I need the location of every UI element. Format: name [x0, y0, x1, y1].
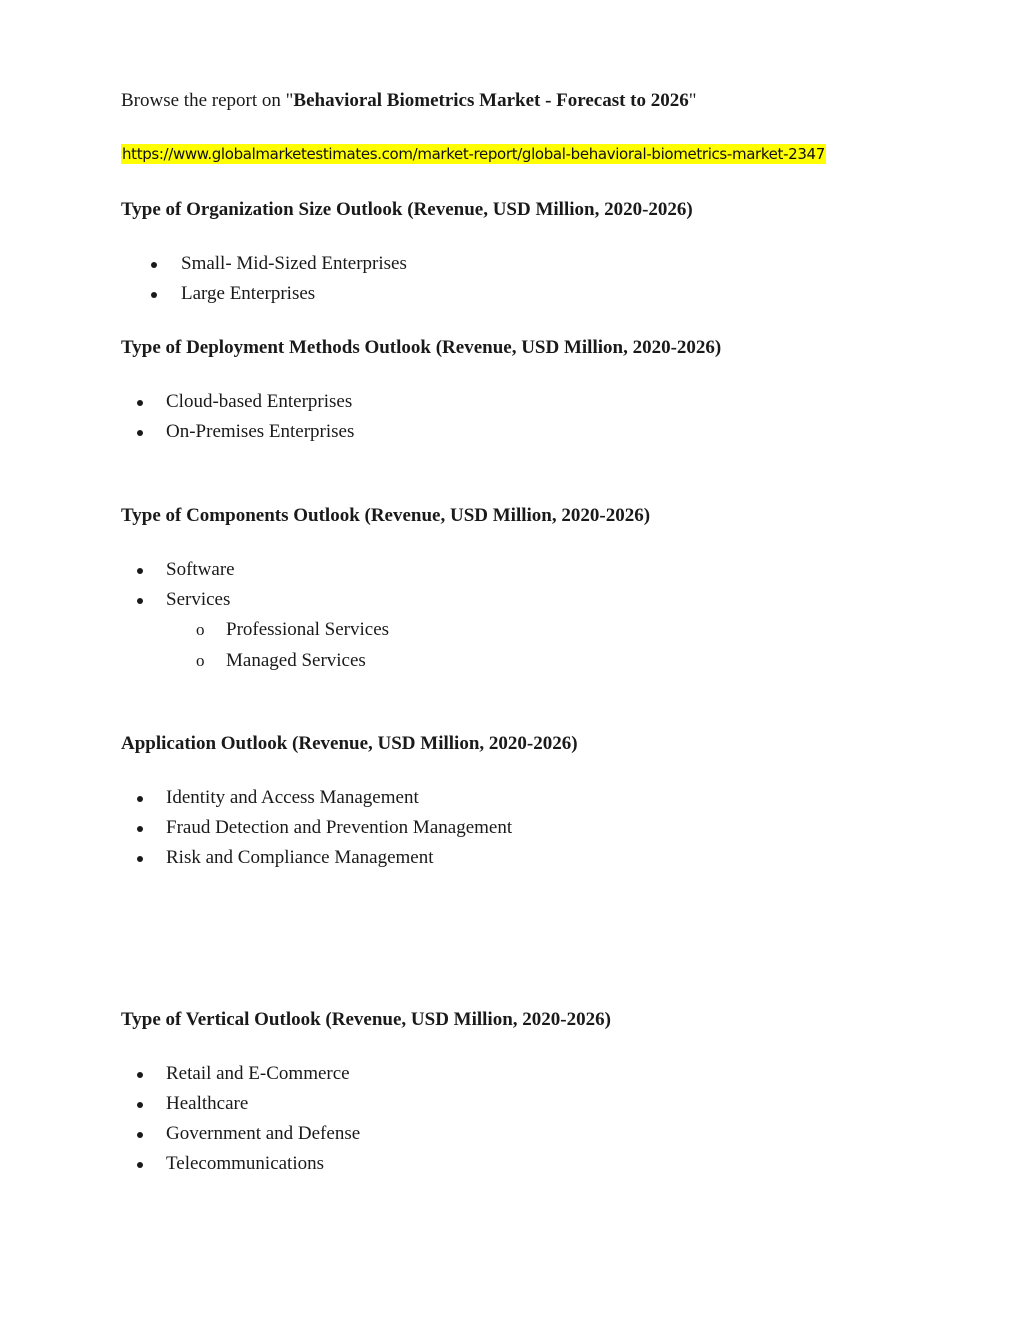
list-item: Services: [166, 589, 231, 610]
list-item: Software: [166, 559, 235, 580]
bullet-icon: [137, 430, 143, 436]
list-item: Large Enterprises: [181, 283, 316, 304]
bullet-icon: [137, 1102, 143, 1108]
bullet-icon: [137, 796, 143, 802]
report-link[interactable]: https://www.globalmarketestimates.com/market-report/global-behavioral-biometrics-market-2347: [122, 145, 825, 163]
list-item: Telecommunications: [166, 1153, 325, 1174]
bullet-icon: [137, 1072, 143, 1078]
list-item: Retail and E-Commerce: [166, 1063, 350, 1084]
list-item: Government and Defense: [166, 1123, 361, 1144]
intro-prefix: Browse the report on ": [121, 90, 294, 111]
bullet-icon: [151, 262, 157, 268]
circle-bullet-icon: o: [196, 651, 205, 670]
list-item: Identity and Access Management: [166, 787, 419, 808]
report-title: Behavioral Biometrics Market - Forecast to 2026: [293, 90, 689, 111]
sub-list-item: Managed Services: [226, 650, 366, 671]
bullet-icon: [137, 1162, 143, 1168]
list-item: Risk and Compliance Management: [166, 847, 434, 868]
list-item: Small- Mid-Sized Enterprises: [181, 253, 407, 274]
bullet-icon: [137, 826, 143, 832]
circle-bullet-icon: o: [196, 620, 205, 639]
intro-suffix: ": [688, 90, 697, 111]
intro-line: [121, 90, 697, 112]
bullet-icon: [137, 598, 143, 604]
section-heading-application: Application Outlook (Revenue, USD Million, 2020-2026): [121, 733, 578, 754]
section-heading-organization-size: Type of Organization Size Outlook (Revenue, USD Million, 2020-2026): [121, 199, 693, 220]
bullet-icon: [137, 400, 143, 406]
sub-list-item: Professional Services: [226, 619, 390, 640]
list-item: On-Premises Enterprises: [166, 421, 355, 442]
bullet-icon: [137, 856, 143, 862]
list-item: Fraud Detection and Prevention Management: [166, 817, 513, 838]
bullet-icon: [137, 568, 143, 574]
bullet-icon: [137, 1132, 143, 1138]
section-heading-deployment-methods: Type of Deployment Methods Outlook (Revenue, USD Million, 2020-2026): [121, 337, 722, 358]
list-item: Healthcare: [166, 1093, 249, 1114]
section-heading-components: Type of Components Outlook (Revenue, USD Million, 2020-2026): [121, 505, 651, 526]
bullet-icon: [151, 292, 157, 298]
list-item: Cloud-based Enterprises: [166, 391, 353, 412]
section-heading-vertical: Type of Vertical Outlook (Revenue, USD Million, 2020-2026): [121, 1009, 611, 1030]
